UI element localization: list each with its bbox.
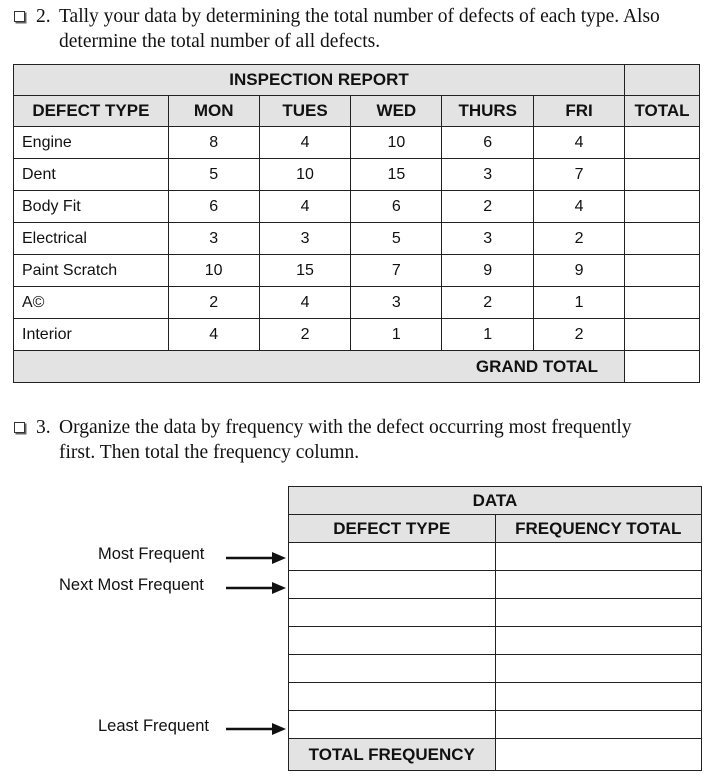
header-mon: MON [168, 96, 259, 127]
defect-type-input[interactable] [289, 655, 496, 683]
inspection-report-title: INSPECTION REPORT [14, 65, 625, 96]
table-row [14, 223, 700, 255]
value-cell: 15 [259, 255, 351, 287]
value-cell: 3 [442, 159, 534, 191]
value-cell: 4 [534, 127, 625, 159]
table-row [14, 255, 700, 287]
table-row [289, 543, 702, 571]
table-row [289, 683, 702, 711]
frequency-data-table [288, 486, 702, 771]
least-frequent-label: Least Frequent [98, 717, 209, 735]
table-row [14, 319, 700, 351]
value-cell: 5 [351, 223, 442, 255]
value-cell: 15 [351, 159, 442, 191]
total-input-cell[interactable] [625, 255, 700, 287]
total-input-cell[interactable] [625, 159, 700, 191]
table-row [289, 571, 702, 599]
value-cell: 2 [168, 287, 259, 319]
value-cell: 9 [442, 255, 534, 287]
total-input-cell[interactable] [625, 127, 700, 159]
defect-type-input[interactable] [289, 543, 496, 571]
frequency-input[interactable] [495, 599, 702, 627]
value-cell: 1 [442, 319, 534, 351]
value-cell: 10 [168, 255, 259, 287]
defect-type-input[interactable] [289, 571, 496, 599]
task-3-line-2: first. Then total the frequency column. [59, 442, 360, 463]
task-3-number: 3. [36, 417, 51, 438]
task-2-number: 2. [36, 6, 51, 27]
value-cell: 4 [168, 319, 259, 351]
grand-total-input-cell[interactable] [625, 351, 700, 383]
defect-type-cell: Engine [14, 127, 169, 159]
total-input-cell[interactable] [625, 191, 700, 223]
value-cell: 10 [259, 159, 351, 191]
value-cell: 2 [259, 319, 351, 351]
value-cell: 2 [442, 287, 534, 319]
value-cell: 7 [351, 255, 442, 287]
defect-type-input[interactable] [289, 711, 496, 739]
frequency-input[interactable] [495, 711, 702, 739]
value-cell: 4 [259, 127, 351, 159]
task-2-line-1: Tally your data by determining the total number of defects of each type. Also [59, 6, 660, 27]
value-cell: 4 [259, 287, 351, 319]
header-fri: FRI [534, 96, 625, 127]
value-cell: 6 [351, 191, 442, 223]
value-cell: 3 [259, 223, 351, 255]
value-cell: 4 [259, 191, 351, 223]
table-row [289, 711, 702, 739]
value-cell: 6 [442, 127, 534, 159]
table-row [14, 287, 700, 319]
value-cell: 2 [534, 319, 625, 351]
value-cell: 7 [534, 159, 625, 191]
header-thurs: THURS [442, 96, 534, 127]
data-title: DATA [289, 487, 702, 515]
header-defect-type: DEFECT TYPE [14, 96, 169, 127]
header-wed: WED [351, 96, 442, 127]
table-row [289, 627, 702, 655]
defect-type-input[interactable] [289, 599, 496, 627]
header-total: TOTAL [625, 96, 700, 127]
defect-type-cell: Paint Scratch [14, 255, 169, 287]
grand-total-label: GRAND TOTAL [14, 351, 625, 383]
value-cell: 9 [534, 255, 625, 287]
defect-type-input[interactable] [289, 627, 496, 655]
value-cell: 1 [351, 319, 442, 351]
header-row [14, 96, 700, 127]
value-cell: 1 [534, 287, 625, 319]
value-cell: 3 [442, 223, 534, 255]
total-input-cell[interactable] [625, 319, 700, 351]
defect-type-cell: Dent [14, 159, 169, 191]
defect-type-cell: Interior [14, 319, 169, 351]
task-3 [14, 415, 714, 465]
value-cell: 2 [534, 223, 625, 255]
frequency-input[interactable] [495, 655, 702, 683]
value-cell: 3 [168, 223, 259, 255]
total-input-cell[interactable] [625, 223, 700, 255]
value-cell: 4 [534, 191, 625, 223]
header-tues: TUES [259, 96, 351, 127]
table-row [289, 599, 702, 627]
task-2-checkbox[interactable] [14, 11, 25, 22]
value-cell: 6 [168, 191, 259, 223]
task-2 [14, 4, 714, 54]
table-row [14, 191, 700, 223]
inspection-report-table [13, 64, 700, 383]
title-blank-cell [625, 65, 700, 96]
total-input-cell[interactable] [625, 287, 700, 319]
arrow-right-icon [226, 580, 288, 596]
most-frequent-label: Most Frequent [98, 545, 205, 563]
total-frequency-input[interactable] [495, 739, 702, 771]
header-defect-type: DEFECT TYPE [289, 515, 496, 543]
task-3-line-1: Organize the data by frequency with the defect occurring most frequently [59, 417, 632, 438]
defect-type-cell: Body Fit [14, 191, 169, 223]
value-cell: 8 [168, 127, 259, 159]
frequency-input[interactable] [495, 571, 702, 599]
task-3-checkbox[interactable] [14, 422, 25, 433]
grand-total-row [14, 351, 700, 383]
table-row [289, 655, 702, 683]
frequency-input[interactable] [495, 627, 702, 655]
header-frequency-total: FREQUENCY TOTAL [495, 515, 702, 543]
total-frequency-label: TOTAL FREQUENCY [289, 739, 496, 771]
table-row [14, 159, 700, 191]
task-2-line-2: determine the total number of all defects. [59, 31, 381, 52]
arrow-right-icon [226, 721, 288, 737]
defect-type-input[interactable] [289, 683, 496, 711]
value-cell: 2 [442, 191, 534, 223]
frequency-input[interactable] [495, 543, 702, 571]
table-row [14, 127, 700, 159]
frequency-input[interactable] [495, 683, 702, 711]
value-cell: 5 [168, 159, 259, 191]
defect-type-cell: Electrical [14, 223, 169, 255]
value-cell: 3 [351, 287, 442, 319]
value-cell: 10 [351, 127, 442, 159]
defect-type-cell: A© [14, 287, 169, 319]
next-most-frequent-label: Next Most Frequent [59, 576, 204, 594]
arrow-right-icon [226, 550, 288, 566]
